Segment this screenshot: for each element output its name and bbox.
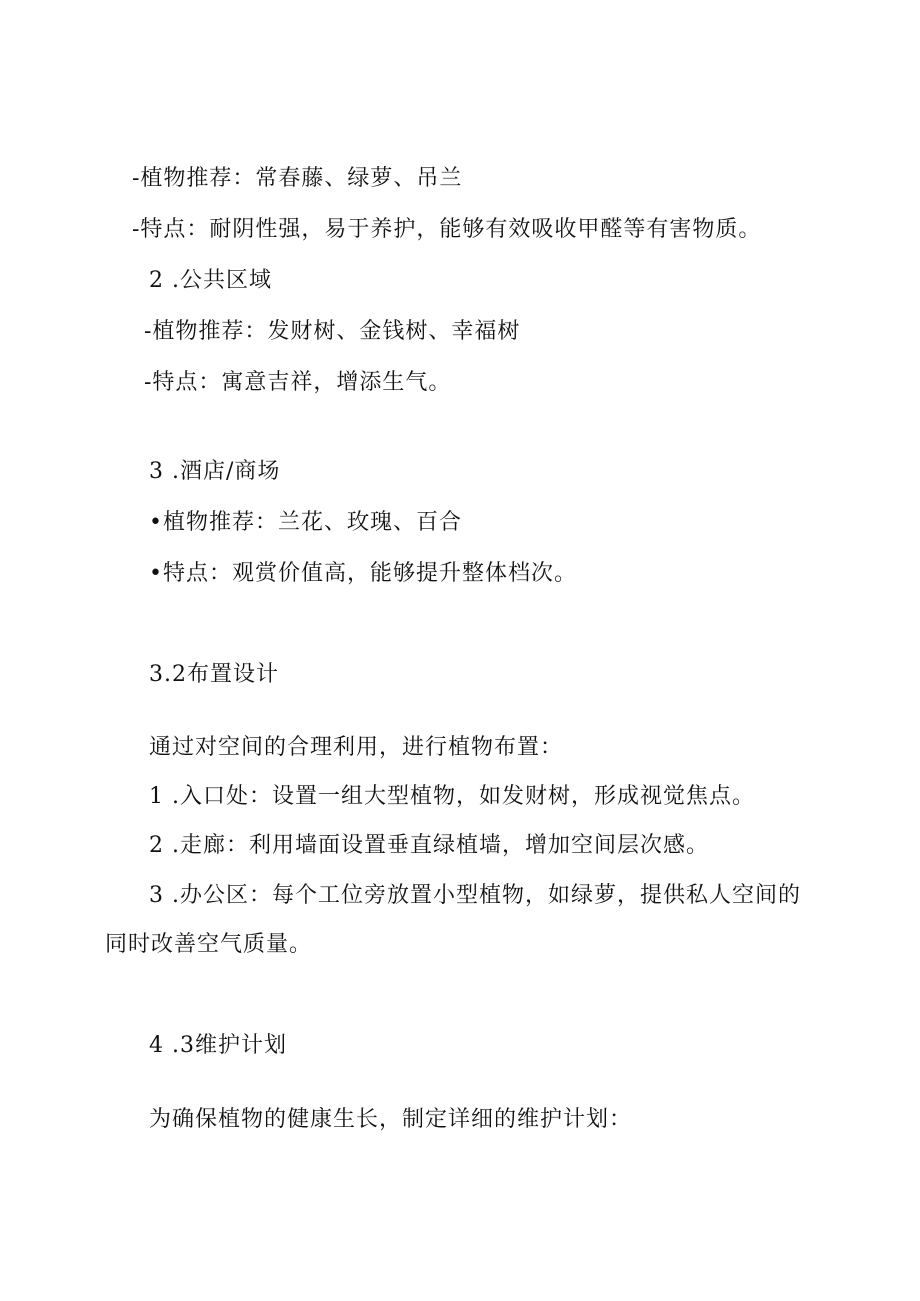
section-heading: 3 .酒店/商场 xyxy=(149,459,281,484)
subsection-heading: 4 .3维护计划 xyxy=(149,1033,287,1058)
feature-line: -特点：耐阴性强，易于养护，能够有效吸收甲醛等有害物质。 xyxy=(132,217,762,242)
list-item: 1 .入口处：设置一组大型植物，如发财树，形成视觉焦点。 xyxy=(149,784,755,809)
list-item: 3 .办公区：每个工位旁放置小型植物，如绿萝，提供私人空间的 xyxy=(149,883,801,908)
paragraph: 为确保植物的健康生长，制定详细的维护计划： xyxy=(149,1107,633,1132)
section-heading: 2 .公共区域 xyxy=(149,268,272,293)
feature-line: •特点：观赏价值高，能够提升整体档次。 xyxy=(149,561,577,586)
plant-recommendation-line: •植物推荐：兰花、玫瑰、百合 xyxy=(149,510,462,535)
feature-line: -特点：寓意吉祥，增添生气。 xyxy=(144,370,452,395)
list-item: 2 .走廊：利用墙面设置垂直绿植墙，增加空间层次感。 xyxy=(149,833,709,858)
plant-recommendation-line: -植物推荐：常春藤、绿萝、吊兰 xyxy=(132,166,463,191)
plant-recommendation-line: -植物推荐：发财树、金钱树、幸福树 xyxy=(144,319,521,344)
subsection-heading: 3.2布置设计 xyxy=(149,662,279,687)
list-item-continuation: 同时改善空气质量。 xyxy=(105,932,313,957)
paragraph: 通过对空间的合理利用，进行植物布置： xyxy=(149,735,564,760)
